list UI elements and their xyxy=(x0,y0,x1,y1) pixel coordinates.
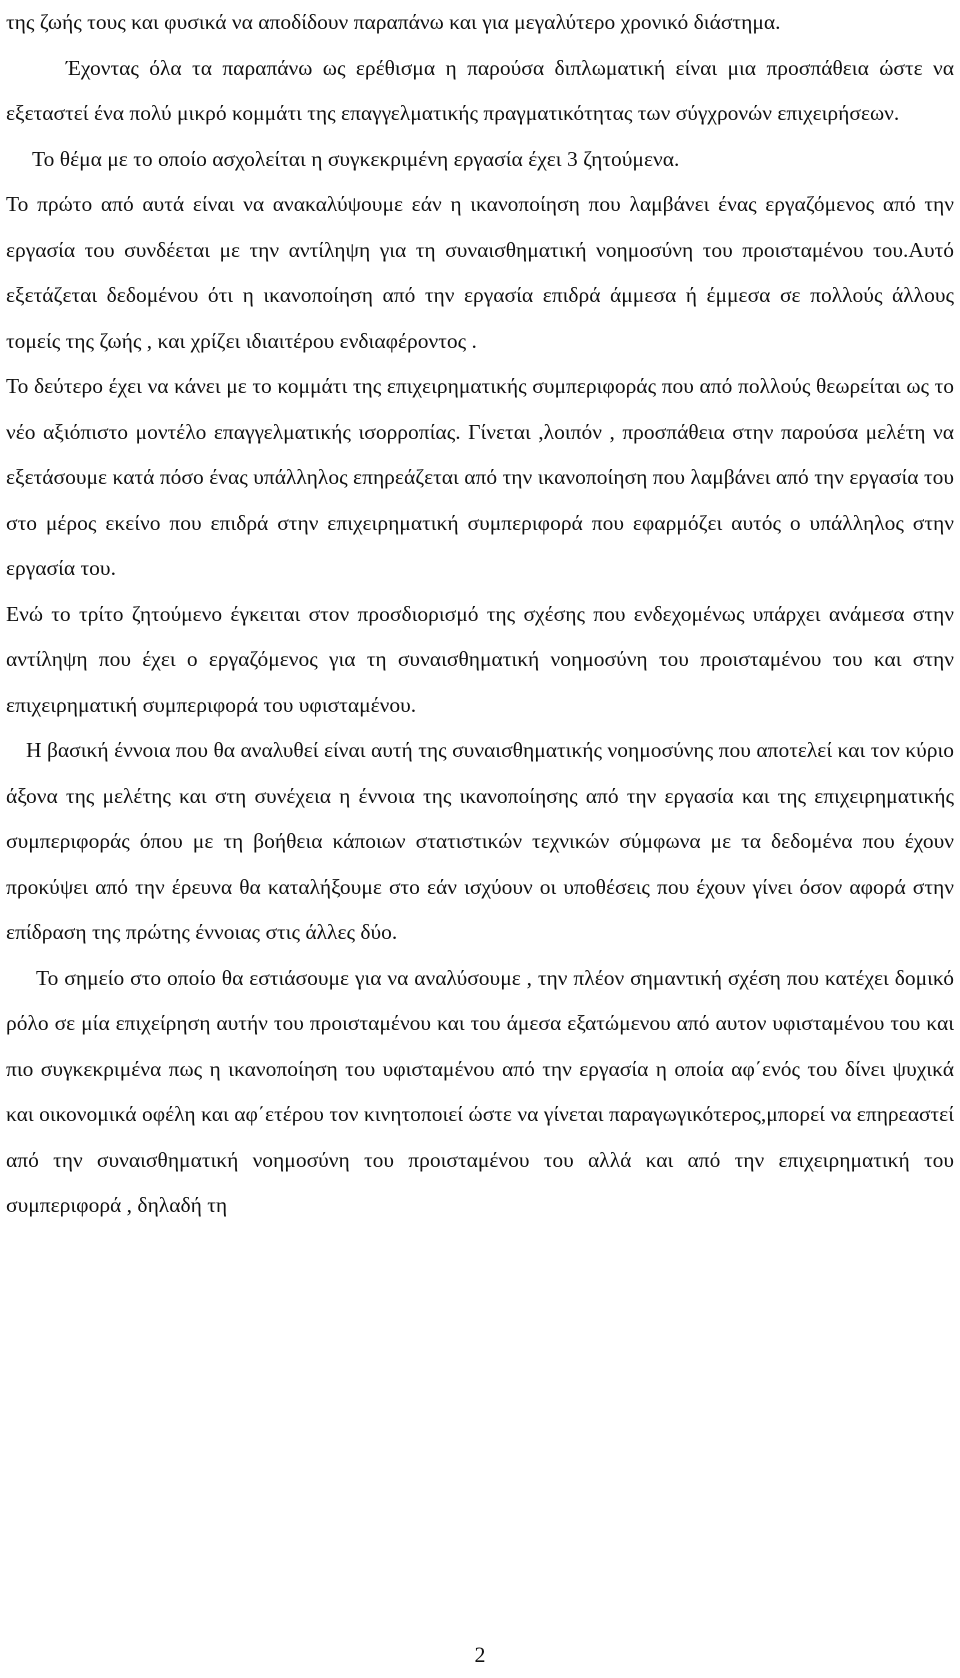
page-number: 2 xyxy=(474,1642,486,1667)
paragraph-third-objective: Ενώ το τρίτο ζητούμενο έγκειται στον προσδιορισμό της σχέσης που ενδεχομένως υπάρχει ανάμεσα στην αντίληψη που έχει ο εργαζόμενος για τη συναισθηματική νοημοσύνη του προισταμένου του και στην επιχειρηματική συμπεριφορά του υφισταμένου. xyxy=(6,601,954,717)
paragraph-topic: Το θέμα με το οποίο ασχολείται η συγκεκριμένη εργασία έχει 3 ζητούμενα. xyxy=(32,146,680,171)
paragraph-second-objective: Το δεύτερο έχει να κάνει με το κομμάτι της επιχειρηματικής συμπεριφοράς που από πολλούς θεωρείται ως το νέο αξιόπιστο μοντέλο επαγγελματικής ισορροπίας. Γίνεται ,λοιπόν , προσπάθεια στην παρούσα μελέτη να εξετάσουμε κατά πόσο ένας υπάλληλος επηρεάζεται από την ικανοποίηση που λαμβάνει από την εργασία του στο μέρος εκείνο που επιδρά στην επιχειρηματική συμπεριφορά που εφαρμόζει αυτός ο υπάλληλος στην εργασία του. xyxy=(6,374,954,580)
paragraph-first-objective: Το πρώτο από αυτά είναι να ανακαλύψουμε εάν η ικανοποίηση που λαμβάνει ένας εργαζόμενος από την εργασία του συνδέεται με την αντίληψη για τη συναισθηματική νοημοσύνη του προισταμένου του.Αυτό εξετάζεται δεδομένου ότι η ικανοποίηση από την εργασία επιδρά άμμεσα ή έμμεσα σε πολλούς άλλους τομείς της ζωής , και χρίζει ιδιαιτέρου ενδιαφέροντος . xyxy=(6,192,954,353)
body-text xyxy=(6,0,954,1229)
paragraph-continuation: της ζωής τους και φυσικά να αποδίδουν παραπάνω και για μεγαλύτερο χρονικό διάστημα. xyxy=(6,10,781,34)
paragraph-motivation: Έχοντας όλα τα παραπάνω ως ερέθισμα η παρούσα διπλωματική είναι μια προσπάθεια ώστε να εξεταστεί ένα πολύ μικρό κομμάτι της επαγγελματικής πραγματικότητας των σύγχρονών επιχειρήσεων. xyxy=(6,55,954,125)
paragraph-basic-concept: Η βασική έννοια που θα αναλυθεί είναι αυτή της συναισθηματικής νοημοσύνης που αποτελεί και τον κύριο άξονα της μελέτης και στη συνέχεια η έννοια της ικανοποίησης από την εργασία και της επιχειρηματικής συμπεριφοράς όπου με τη βοήθεια κάποιων στατιστικών τεχνικών σύμφωνα με τα δεδομένα που έχουν προκύψει από την έρευνα θα καταλήξουμε στο εάν ισχύουν οι υποθέσεις που έχουν γίνει όσον αφορά στην επίδραση της πρώτης έννοιας στις άλλες δύο. xyxy=(6,738,954,944)
paragraph-focus-point: Το σημείο στο οποίο θα εστιάσουμε για να αναλύσουμε , την πλέον σημαντική σχέση που κατέχει δομικό ρόλο σε μία επιχείρηση αυτήν του προισταμένου και του άμεσα εξατώμενου από αυτον υφισταμένου του και πιο συγκεκριμένα πως η ικανοποίηση του υφισταμένου από την εργασία η οποία αφ΄ενός του δίνει ψυχικά και οικονομικά οφέλη και αφ΄ετέρου τον κινητοποιεί ώστε να γίνεται παραγωγικότερος,μπορεί να επηρεαστεί από την συναισθηματική νοημοσύνη του προισταμένου του αλλά και από την επιχειρηματική του συμπεριφορά , δηλαδή τη xyxy=(6,965,954,1217)
